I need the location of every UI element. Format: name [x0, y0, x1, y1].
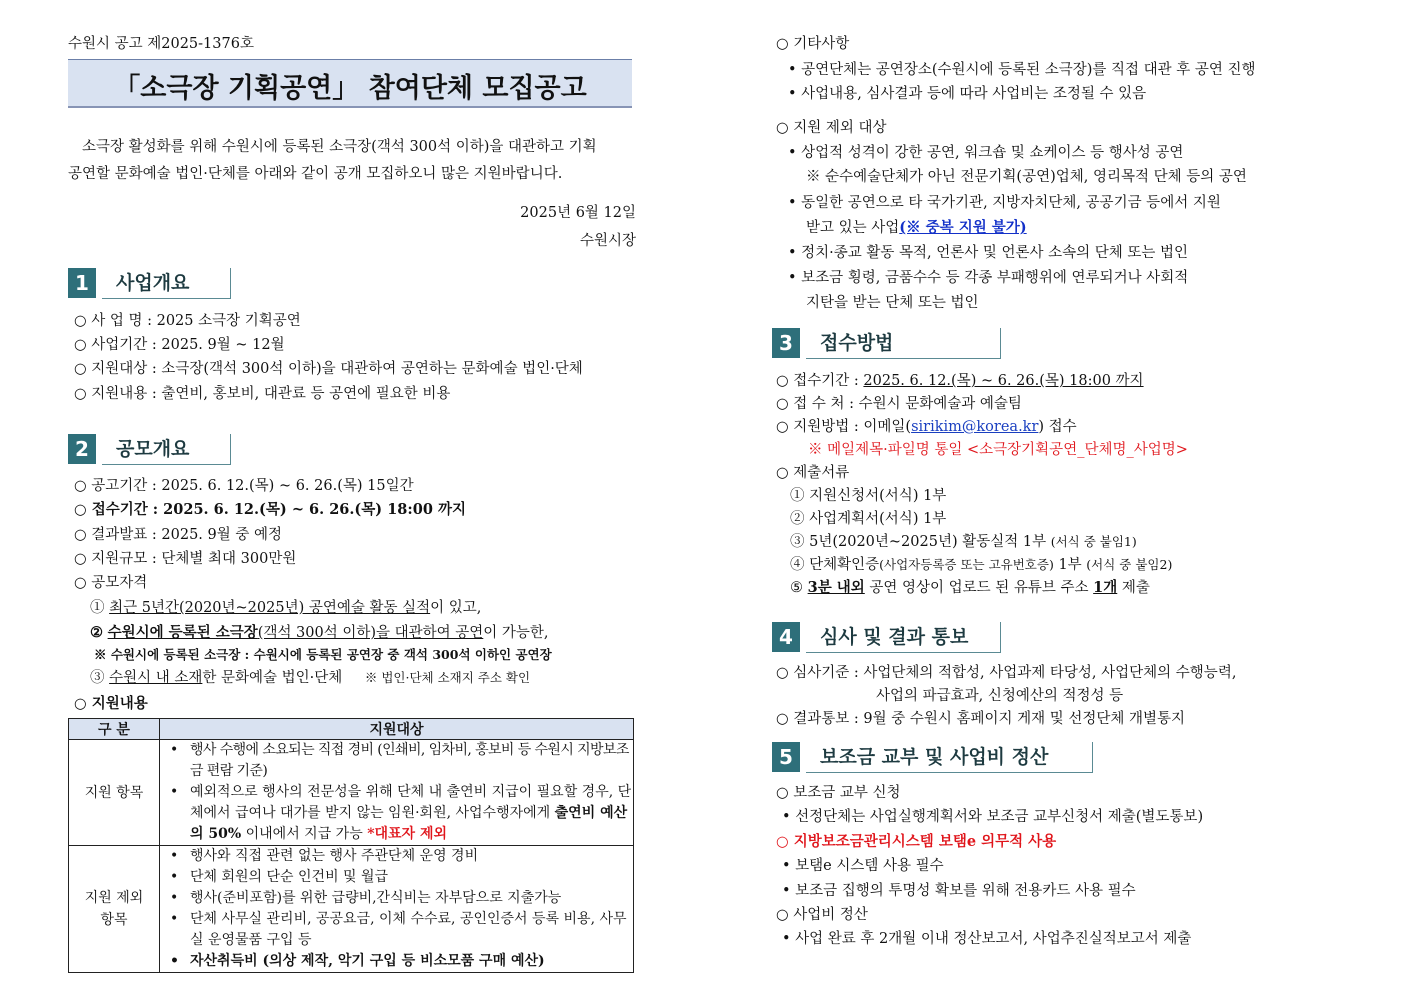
list-item: • 행사와 직접 관련 없는 행사 주관단체 운영 경비 — [164, 846, 633, 867]
list-item: ○ 지원규모 : 단체별 최대 300만원 — [74, 551, 297, 567]
mail-subject-note: ※ 메일제목·파일명 통일 <소극장기획공연_단체명_사업명> — [808, 442, 1188, 458]
list-item: ○ 지원내용 : 출연비, 홍보비, 대관료 등 공연에 필요한 비용 — [74, 386, 451, 402]
section-number: 2 — [68, 434, 96, 464]
list-item: ○ 결과발표 : 2025. 9월 중 예정 — [74, 527, 282, 543]
qualification-3 — [90, 666, 530, 687]
qualification-number: ① — [90, 600, 105, 616]
section-title: 사업개요 — [102, 268, 231, 299]
list-note: ※ 순수예술단체가 아닌 전문기획(공연)업체, 영리목적 단체 등의 공연 — [806, 169, 1247, 185]
qualification-number: ② — [90, 624, 103, 641]
list-heading: ○ 지원 제외 대상 — [776, 120, 887, 136]
table-row — [69, 846, 634, 973]
list-item-text: 이내에서 지급 가능 — [241, 826, 368, 842]
document-item: ① 지원신청서(서식) 1부 — [790, 488, 947, 504]
list-item: ○ 심사기준 : 사업단체의 적합성, 사업과제 타당성, 사업단체의 수행능력, — [776, 665, 1237, 681]
qualification-text: 이 가능한, — [483, 625, 549, 641]
qualification-text: 이 있고, — [430, 600, 482, 616]
list-item-continued: 지탄을 받는 단체 또는 법인 — [806, 295, 979, 311]
list-item: • 선정단체는 사업실행계획서와 보조금 교부신청서 제출(별도통보) — [782, 809, 1204, 825]
document-item — [790, 553, 1172, 574]
document-text: ⑤ — [790, 580, 808, 596]
list-item: • 단체 사무실 관리비, 공공요금, 이체 수수료, 공인인증서 등록 비용, 사무실 운영물품 구입 등 — [164, 909, 633, 951]
email-link[interactable]: sirikim@korea.kr — [911, 419, 1039, 435]
intro-paragraph — [68, 134, 634, 188]
list-item: • 사업내용, 심사결과 등에 따라 사업비는 조정될 수 있음 — [788, 86, 1147, 102]
list-item: • 보조금 집행의 투명성 확보를 위해 전용카드 사용 필수 — [782, 883, 1136, 899]
list-item: ○ 공고기간 : 2025. 6. 12.(목) ~ 6. 26.(목) 15일간 — [74, 478, 414, 494]
document-note: (사업자등록증 또는 고유번호증) — [879, 557, 1054, 572]
list-item-continued: 사업의 파급효과, 신청예산의 적정성 등 — [876, 688, 1124, 704]
list-item: ○ 지원대상 : 소극장(객석 300석 이하)을 대관하여 공연하는 문화예술 법인·단체 — [74, 361, 583, 377]
qualification-text: 최근 5년간(2020년~2025년) 공연예술 활동 실적 — [109, 600, 431, 616]
list-item: ○ 결과통보 : 9월 중 수원시 홈페이지 게재 및 선정단체 개별통지 — [776, 711, 1186, 727]
notice-date: 2025년 6월 12일 — [520, 205, 636, 221]
intro-line: 소극장 활성화를 위해 수원시에 등록된 소극장(객석 300석 이하)을 대관하고 기획 — [82, 139, 597, 155]
list-heading: ○ 사업비 정산 — [776, 907, 868, 923]
receipt-label: ○ 접수기간 : — [776, 373, 864, 389]
table-cell — [160, 846, 634, 973]
list-item — [164, 782, 633, 845]
document-item — [790, 576, 1150, 597]
title-banner — [68, 59, 632, 108]
list-item: • 사업 완료 후 2개월 이내 정산보고서, 사업추진실적보고서 제출 — [782, 931, 1192, 947]
qualification-note: ※ 수원시에 등록된 소극장 : 수원시에 등록된 공연장 중 객석 300석 이하인 공연장 — [94, 647, 552, 662]
section-title: 공모개요 — [102, 434, 231, 465]
list-item: • 정치·종교 활동 목적, 언론사 및 언론사 소속의 단체 또는 법인 — [788, 245, 1189, 261]
method-label: ○ 지원방법 : 이메일( — [776, 419, 912, 435]
apply-method — [776, 415, 1077, 436]
list-heading-emphasis: ○ 지방보조금관리시스템 보탬e 의무적 사용 — [776, 833, 1057, 850]
document-emphasis: 1개 — [1093, 579, 1118, 596]
category-line: 항목 — [100, 912, 128, 928]
notice-number: 수원시 공고 제2025-1376호 — [68, 36, 254, 52]
issuer: 수원시장 — [579, 233, 636, 249]
table-header: 지원대상 — [160, 719, 634, 740]
document-text: ③ 5년(2020년~2025년) 활동실적 1부 — [790, 534, 1051, 550]
section-title: 접수방법 — [806, 328, 1001, 359]
table-header: 구 분 — [69, 719, 160, 740]
list-item: ○ 접 수 처 : 수원시 문화예술과 예술팀 — [776, 396, 1022, 412]
receipt-period — [776, 369, 1144, 390]
document-emphasis: 3분 내외 — [807, 579, 865, 596]
qualification-text: 수원시에 등록된 소극장 — [107, 624, 258, 641]
section-title: 심사 및 결과 통보 — [806, 622, 1001, 653]
table-row — [69, 740, 634, 846]
support-table — [68, 718, 634, 973]
document-text: 공연 영상이 업로드 된 유튜브 주소 — [864, 580, 1094, 596]
intro-line: 공연할 문화예술 법인·단체를 아래와 같이 공개 모집하오니 많은 지원바랍니다. — [68, 166, 563, 182]
support-heading: ○ 지원내용 — [74, 695, 148, 712]
list-item: ○ 사 업 명 : 2025 소극장 기획공연 — [74, 313, 301, 329]
list-item-continued — [806, 216, 1027, 237]
qualification-text: (객석 300석 이하)을 대관하여 공연 — [257, 625, 484, 641]
qualification-note: ※ 법인·단체 소재지 주소 확인 — [364, 670, 531, 685]
document-item — [790, 530, 1137, 551]
list-heading: ○ 제출서류 — [776, 465, 850, 481]
section-title: 보조금 교부 및 사업비 정산 — [806, 742, 1093, 773]
list-item: • 상업적 성격이 강한 공연, 워크숍 및 쇼케이스 등 행사성 공연 — [788, 145, 1184, 161]
list-heading: ○ 기타사항 — [776, 36, 850, 52]
section-number: 1 — [68, 268, 96, 298]
list-item: • 보조금 횡령, 금품수수 등 각종 부패행위에 연루되거나 사회적 — [788, 270, 1189, 286]
list-item: • 행사(준비포함)를 위한 급량비,간식비는 자부담으로 지출가능 — [164, 888, 633, 909]
list-item: • 공연단체는 공연장소(수원시에 등록된 소극장)를 직접 대관 후 공연 진행 — [788, 62, 1256, 78]
qualification-2 — [90, 621, 549, 642]
document-note: (서식 중 붙임1) — [1050, 534, 1137, 549]
list-item: • 보탬e 시스템 사용 필수 — [782, 858, 944, 874]
category-line: 지원 제외 — [84, 890, 144, 906]
list-item: • 동일한 공연으로 타 국가기관, 지방자치단체, 공공기금 등에서 지원 — [788, 195, 1221, 211]
duplicate-warning: (※ 중복 지원 불가) — [899, 219, 1027, 236]
list-item-warning: *대표자 제외 — [367, 826, 448, 842]
document-text: ④ 단체확인증 — [790, 557, 880, 573]
section-number: 5 — [772, 742, 800, 772]
table-cell-category — [69, 846, 160, 973]
list-item-text: 예외적으로 행사의 전문성을 위해 단체 내 출연비 지급이 필요할 경우, 단체에서 급여나 대가를 받지 않는 임원·회원, 사업수행자에게 — [190, 784, 632, 821]
document-text: 1부 — [1053, 557, 1087, 573]
document-text: 제출 — [1117, 580, 1150, 596]
method-tail: ) 접수 — [1038, 419, 1077, 435]
qualification-number: ③ — [90, 670, 105, 686]
section-number: 4 — [772, 622, 800, 652]
list-heading: ○ 보조금 교부 신청 — [776, 785, 901, 801]
qualification-1 — [90, 596, 481, 617]
list-item: • 자산취득비 (의상 제작, 악기 구입 등 비소모품 구매 예산) — [164, 951, 633, 972]
list-item: ○ 공모자격 — [74, 575, 148, 591]
receipt-value: 2025. 6. 12.(목) ~ 6. 26.(목) 18:00 까지 — [863, 373, 1144, 389]
list-item-text: 받고 있는 사업 — [806, 220, 900, 236]
document-item: ② 사업계획서(서식) 1부 — [790, 511, 947, 527]
list-item: ○ 접수기간 : 2025. 6. 12.(목) ~ 6. 26.(목) 18:00 까지 — [74, 501, 466, 518]
list-item: ○ 사업기간 : 2025. 9월 ~ 12월 — [74, 337, 285, 353]
qualification-text: 한 문화예술 법인·단체 — [202, 670, 343, 686]
table-cell-category: 지원 항목 — [69, 740, 160, 846]
table-header-row — [69, 719, 634, 740]
list-item-bold: 출연비 예산의 50% — [190, 805, 628, 842]
page-title: 「소극장 기획공연」 참여단체 모집공고 — [113, 73, 587, 104]
document-note: (서식 중 붙임2) — [1086, 557, 1173, 572]
section-number: 3 — [772, 328, 800, 358]
list-item: • 단체 회원의 단순 인건비 및 월급 — [164, 867, 633, 888]
list-item: • 행사 수행에 소요되는 직접 경비 (인쇄비, 임차비, 홍보비 등 수원시 지방보조금 편람 기준) — [164, 740, 633, 782]
qualification-text: 수원시 내 소재 — [109, 670, 203, 686]
table-cell — [160, 740, 634, 846]
